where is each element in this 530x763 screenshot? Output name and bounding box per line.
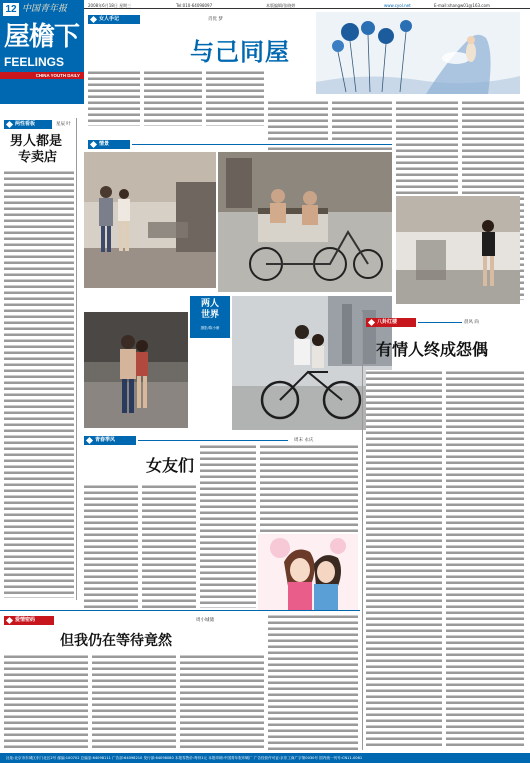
illustration-painting xyxy=(316,12,520,94)
main-story-text-col3 xyxy=(206,70,264,126)
youth-story-text-col1 xyxy=(84,484,138,608)
main-story-text-col2 xyxy=(144,70,202,126)
headline-main: 与己同屋 xyxy=(190,38,290,66)
section-tag-youth: 青春季风 xyxy=(84,436,136,445)
youth-story-text-col4 xyxy=(260,444,358,532)
photo-tricycle xyxy=(218,152,392,292)
illustration-girls xyxy=(258,534,358,610)
headline-youth: 女友们 xyxy=(146,456,195,475)
photo-couple-embrace xyxy=(84,312,188,428)
byline-main: 肖优 梦 xyxy=(208,17,223,22)
phone-number: Tel:010-64098097 xyxy=(176,3,213,8)
youth-story-text-col3 xyxy=(200,444,256,608)
website-link[interactable]: www.cyol.net xyxy=(384,3,411,8)
byline-love: 晨风 尚 xyxy=(464,320,479,325)
bottom-story-text-col2 xyxy=(92,654,176,750)
footer-imprint: 社址:北京市东城区东门北区2号 邮编:100702 总编室:64098111 广告部:64098210 发行部:64098080 本报零售价:每份1元 本报印刷:中国青年报印刷厂 广告经营许可证:京东工商广字第0030号 国内统一刊号:CN11-0061 xyxy=(0,753,530,763)
section-tag-gossip: 八卦红楼 xyxy=(366,318,416,327)
photo-caption-box xyxy=(190,296,230,338)
byline-bottom: 周小城储 xyxy=(196,618,214,623)
main-story-text-col5 xyxy=(332,100,392,142)
love-story-text-col2 xyxy=(446,370,524,748)
column-divider-love xyxy=(362,312,363,750)
section-rule-youth xyxy=(138,440,288,441)
section-rule xyxy=(132,144,392,145)
section-rule-love xyxy=(418,322,462,323)
caption-credit: 摄影/陈小雁 xyxy=(200,326,220,330)
caption-line1: 两人 xyxy=(200,299,219,309)
headline-bottom: 但我仍在等待竟然 xyxy=(60,633,172,649)
section-tag-scene: 情景 xyxy=(88,140,130,149)
main-story-text-col4 xyxy=(268,100,328,142)
photo-woman-walking xyxy=(396,196,520,304)
top-info-bar xyxy=(84,3,530,9)
byline-left: 星辰 叶 xyxy=(56,122,71,127)
byline-youth: 周末 永庆 xyxy=(294,438,314,443)
section-tag-love-code: 爱情密码 xyxy=(4,616,54,625)
headline-left-line2: 专卖店 xyxy=(18,150,58,165)
photo-couple-street xyxy=(84,152,216,288)
headline-left-line1: 男人都是 xyxy=(10,134,63,149)
love-story-text-col1 xyxy=(366,370,442,748)
brand-strip: CHINA YOUTH DAILY xyxy=(0,72,84,79)
bottom-story-text-col1 xyxy=(4,654,88,750)
main-story-text-col1 xyxy=(88,70,140,126)
column-title: 屋檐下 xyxy=(4,22,80,52)
email-address[interactable]: E-mail:shangw01@163.com xyxy=(434,3,490,8)
section-tag-gender: 两性看板 xyxy=(4,120,52,129)
bottom-story-text-col3 xyxy=(180,654,264,750)
bottom-story-text-col4 xyxy=(268,614,358,750)
column-title-en: FEELINGS xyxy=(4,55,65,69)
headline-love: 有情人终成怨偶 xyxy=(376,340,489,359)
paper-name: 中国青年报 xyxy=(22,4,68,14)
youth-story-text-col2 xyxy=(142,484,196,608)
page-number: 12 xyxy=(3,3,19,16)
section-editor: 本版编辑/张晓婷 xyxy=(266,3,296,8)
left-story-text xyxy=(4,170,74,598)
bottom-rule xyxy=(0,610,360,611)
column-divider xyxy=(76,118,77,600)
masthead xyxy=(0,0,84,104)
issue-date: 2008年6月18日 星期三 xyxy=(88,3,132,8)
section-tag-woman-notes: 女人手记 xyxy=(88,15,140,24)
caption-line2: 世界 xyxy=(200,310,219,320)
